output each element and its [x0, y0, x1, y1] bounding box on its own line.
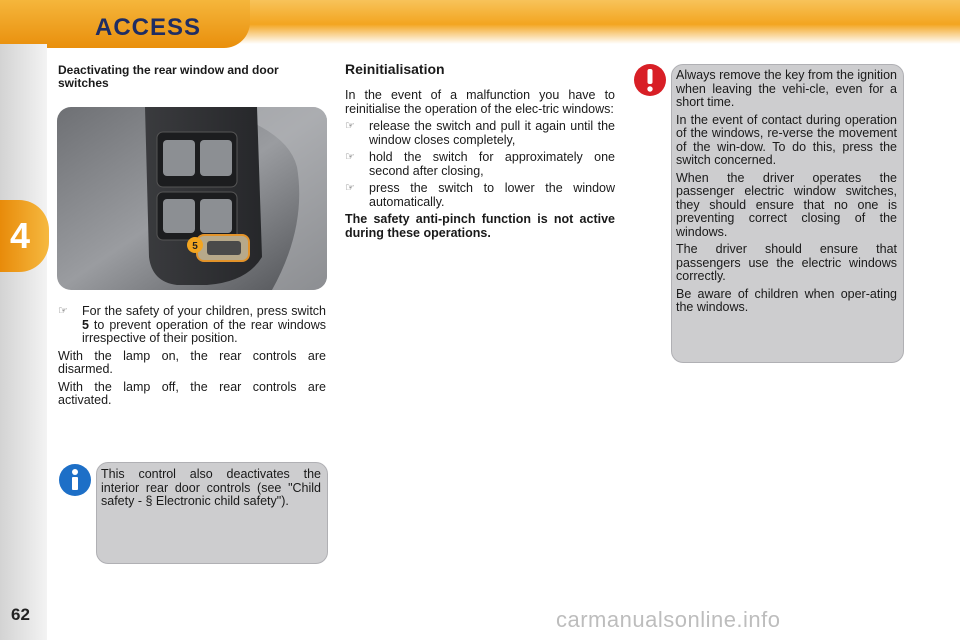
- pointer-icon: ☞: [345, 151, 355, 163]
- child-safety-bullet: ☞ For the safety of your children, press switch 5 to prevent operation of the rear windows irrespective of their position.: [58, 304, 326, 345]
- warning-icon: [633, 63, 667, 97]
- info-icon: [58, 463, 92, 497]
- left-heading: Deactivating the rear window and door switches: [58, 63, 279, 90]
- warning-paragraph: When the driver operates the passenger electric window switches, they should ensure that no one is preventing correct closing of the windows.: [676, 170, 897, 239]
- warning-paragraph: In the event of contact during operation of the windows, re-verse the movement of the win-dow. To do this, press the switch concerned.: [676, 112, 897, 167]
- left-text: [58, 305, 326, 412]
- reinit-intro: In the event of a malfunction you have to reinitialise the operation of the elec-tric windows:: [345, 88, 615, 116]
- list-item: ☞ hold the switch for approximately one second after closing,: [345, 150, 615, 178]
- pointer-icon: ☞: [345, 182, 355, 194]
- page-title: ACCESS: [95, 14, 202, 41]
- chapter-number: 4: [10, 215, 31, 256]
- reinitialisation-heading: Reinitialisation: [345, 61, 445, 77]
- page-number: 62: [11, 605, 30, 624]
- switch-panel-photo: [57, 107, 327, 290]
- pointer-icon: ☞: [58, 305, 68, 317]
- chapter-tab: [0, 200, 49, 272]
- watermark: carmanualsonline.info: [556, 607, 781, 632]
- warning-paragraph: The driver should ensure that passengers use the electric windows correctly.: [676, 242, 897, 283]
- switch-callout-label: 5: [192, 241, 198, 252]
- warning-paragraph: Always remove the key from the ignition when leaving the vehi-cle, even for a short time.: [676, 68, 897, 109]
- anti-pinch-note: The safety anti-pinch function is not active during these operations.: [345, 212, 615, 240]
- list-item: ☞ release the switch and pull it again until the window closes completely,: [345, 119, 615, 147]
- pointer-icon: ☞: [345, 120, 355, 132]
- middle-text: [345, 89, 615, 244]
- warning-text: [676, 69, 897, 319]
- info-text: This control also deactivates the interior rear door controls (see "Child safety - § Electronic child safety").: [101, 467, 321, 508]
- side-bar: [0, 44, 47, 640]
- warning-paragraph: Be aware of children when oper-ating the windows.: [676, 286, 897, 314]
- list-item: ☞ press the switch to lower the window automatically.: [345, 181, 615, 209]
- lamp-on-text: With the lamp on, the rear controls are disarmed.: [58, 348, 326, 376]
- lamp-off-text: With the lamp off, the rear controls are activated.: [58, 379, 326, 407]
